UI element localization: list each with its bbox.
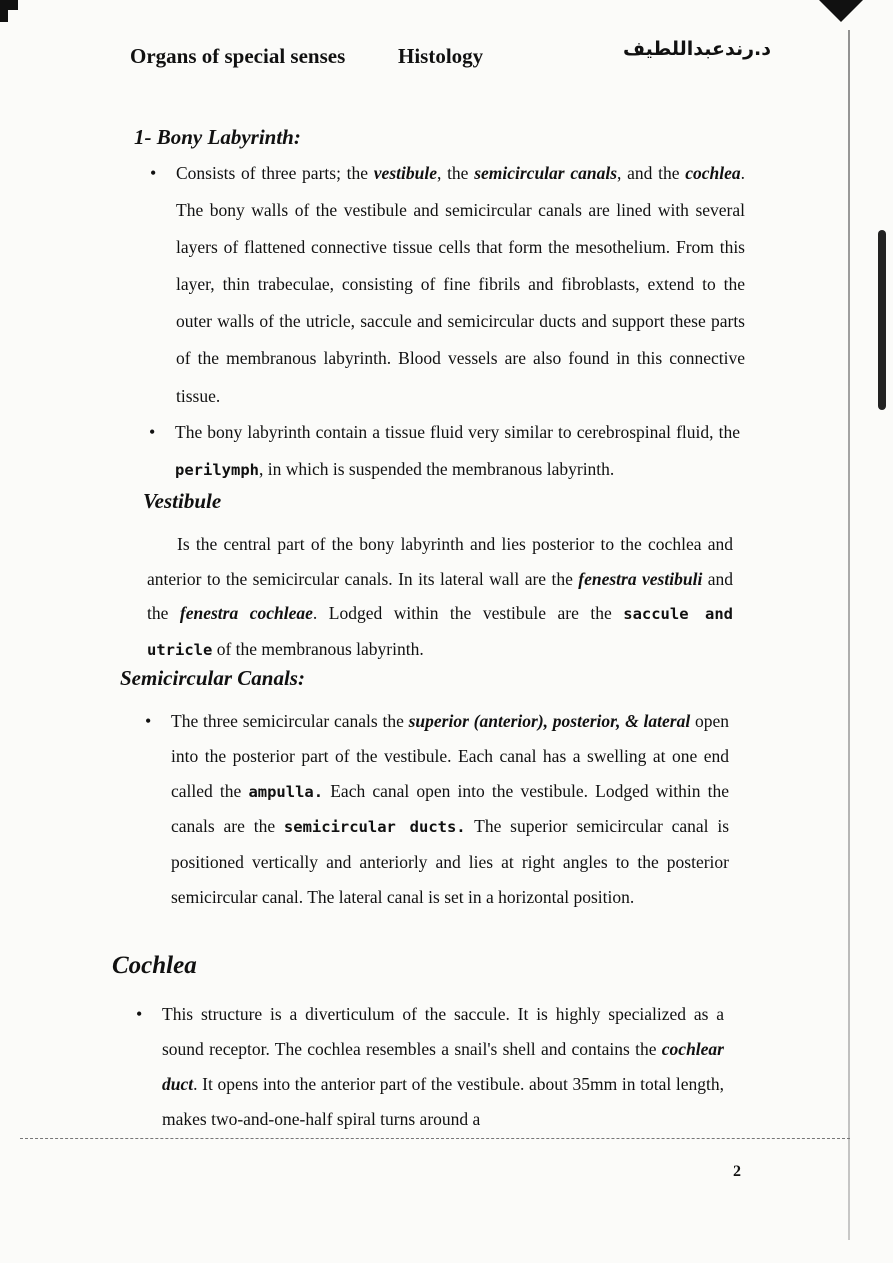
page-divider bbox=[20, 1138, 850, 1139]
scan-artifact-edge bbox=[848, 30, 850, 1240]
header-course: Organs of special senses bbox=[130, 44, 346, 68]
scan-artifact-corner bbox=[0, 0, 18, 10]
section-heading-bony-labyrinth: 1- Bony Labyrinth: bbox=[134, 125, 301, 149]
page-number: 2 bbox=[733, 1163, 741, 1180]
header-author: د.رندعبداللطيف bbox=[622, 38, 771, 60]
list-item: • This structure is a diverticulum of the saccule. It is highly specialized as a sound receptor. The cochlea resembles a snail's shell and contains the cochlear duct. It opens into the anterior part of the vestibule. about 35mm in total length, makes two-and-one-half spiral turns around a bbox=[162, 997, 724, 1137]
section-heading-semicircular-canals: Semicircular Canals: bbox=[120, 666, 305, 690]
list-item: • The three semicircular canals the superior (anterior), posterior, & lateral open into the posterior part of the vestibule. Each canal has a swelling at one end called the ampulla. Each canal open into the vestibule. Lodged within the canals are the semicircular ducts. The superior semicircular canal is positioned vertically and anteriorly and lies at right angles to the posterior semicircular canal. The lateral canal is set in a horizontal position. bbox=[171, 704, 729, 915]
scan-artifact-edge bbox=[878, 230, 886, 410]
scan-artifact-corner bbox=[819, 0, 863, 22]
header-subject: Histology bbox=[398, 44, 484, 68]
section-heading-cochlea: Cochlea bbox=[112, 952, 197, 979]
section-heading-vestibule: Vestibule bbox=[143, 489, 222, 513]
list-item: • The bony labyrinth contain a tissue fluid very similar to cerebrospinal fluid, the perilymph, in which is suspended the membranous labyrinth. bbox=[175, 414, 740, 489]
paragraph: Is the central part of the bony labyrinth and lies posterior to the cochlea and anterior to the semicircular canals. In its lateral wall are the fenestra vestibuli and the fenestra cochleae. Lodged within the vestibule are the saccule and utricle of the membranous labyrinth. bbox=[147, 534, 734, 659]
list-item: • Consists of three parts; the vestibule, the semicircular canals, and the cochlea. The bony walls of the vestibule and semicircular canals are lined with several layers of flattened connective tissue cells that form the mesothelium. From this layer, thin trabeculae, consisting of fine fibrils and fibroblasts, extend to the outer walls of the utricle, saccule and semicircular ducts and support these parts of the membranous labyrinth. Blood vessels are also found in this connective tissue. bbox=[176, 155, 745, 415]
